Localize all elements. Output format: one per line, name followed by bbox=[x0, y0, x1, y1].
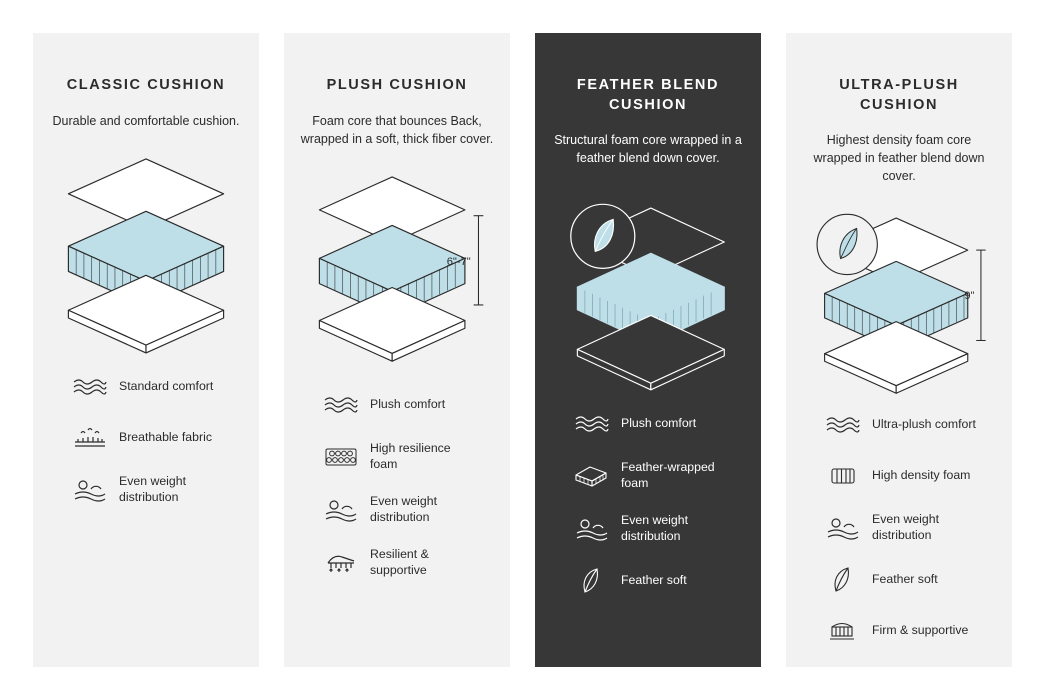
feather-icon bbox=[820, 565, 866, 595]
cushion-layers-illustration bbox=[551, 175, 745, 405]
feature-label: Feather soft bbox=[621, 573, 687, 588]
feature-label: Feather-wrapped foam bbox=[621, 460, 715, 491]
honeycomb-icon bbox=[318, 444, 364, 470]
card-title: PLUSH CUSHION bbox=[326, 77, 468, 93]
feature-item bbox=[318, 390, 476, 420]
feature-item bbox=[820, 565, 978, 595]
feature-label: Plush comfort bbox=[621, 416, 697, 431]
height-label: 6"-7" bbox=[446, 255, 471, 268]
card-title: FEATHER BLEND CUSHION bbox=[576, 77, 720, 113]
feature-item bbox=[820, 616, 978, 646]
feature-item bbox=[569, 566, 727, 596]
high-density-foam-icon bbox=[820, 463, 866, 489]
feature-label: Even weight distribution bbox=[872, 512, 939, 543]
even-weight-icon bbox=[67, 476, 113, 504]
leaf-badge-icon bbox=[571, 205, 635, 269]
feature-list bbox=[300, 390, 494, 600]
feature-label: High density foam bbox=[872, 468, 971, 483]
feature-item bbox=[820, 461, 978, 491]
cushion-layers-illustration bbox=[300, 156, 494, 386]
feature-label: Resilient & supportive bbox=[370, 546, 429, 577]
wave-lines-icon bbox=[820, 414, 866, 436]
feature-item bbox=[67, 474, 225, 506]
feature-label: Even weight distribution bbox=[119, 473, 186, 504]
card-classic-cushion[interactable] bbox=[33, 33, 259, 667]
feature-list bbox=[802, 410, 996, 667]
feather-icon bbox=[569, 566, 615, 596]
feature-item bbox=[318, 494, 476, 526]
wave-lines-icon bbox=[318, 394, 364, 416]
card-feather-blend-cushion[interactable] bbox=[535, 33, 761, 667]
cushion-layers-illustration bbox=[49, 138, 243, 368]
card-ultra-plush-cushion[interactable] bbox=[786, 33, 1012, 667]
leaf-badge-icon bbox=[817, 214, 877, 274]
even-weight-icon bbox=[820, 514, 866, 542]
feature-item bbox=[569, 460, 727, 492]
card-description: Highest density foam core wrapped in feather blend down cover. bbox=[813, 133, 985, 184]
wave-lines-icon bbox=[67, 376, 113, 398]
card-description: Structural foam core wrapped in a feather blend down cover. bbox=[554, 133, 742, 166]
feature-list bbox=[551, 409, 745, 617]
feature-item bbox=[318, 441, 476, 473]
card-description: Durable and comfortable cushion. bbox=[52, 113, 240, 128]
height-label: 9" bbox=[964, 289, 975, 302]
even-weight-icon bbox=[318, 496, 364, 524]
feature-label: Plush comfort bbox=[370, 396, 446, 411]
feature-list bbox=[49, 372, 243, 527]
feature-label: Firm & supportive bbox=[872, 623, 969, 637]
feather-wrapped-foam-icon bbox=[569, 462, 615, 490]
card-title: ULTRA-PLUSH CUSHION bbox=[839, 77, 959, 113]
cushion-layers-illustration bbox=[802, 194, 996, 407]
even-weight-icon bbox=[569, 515, 615, 543]
feature-item bbox=[569, 409, 727, 439]
card-title: CLASSIC CUSHION bbox=[66, 77, 226, 93]
feature-label: Even weight distribution bbox=[621, 513, 688, 544]
feature-label: Ultra-plush comfort bbox=[872, 417, 976, 432]
feature-item bbox=[67, 372, 225, 402]
feature-label: Feather soft bbox=[872, 572, 938, 586]
feature-label: Even weight distribution bbox=[370, 493, 437, 524]
feature-item bbox=[820, 410, 978, 440]
feature-item bbox=[569, 513, 727, 545]
feature-label: Standard comfort bbox=[119, 378, 214, 393]
card-plush-cushion[interactable] bbox=[284, 33, 510, 667]
feature-item bbox=[67, 423, 225, 453]
wave-lines-icon bbox=[569, 413, 615, 435]
card-description: Foam core that bounces Back, wrapped in a soft, thick fiber cover. bbox=[300, 113, 494, 146]
resilient-support-icon bbox=[318, 549, 364, 577]
feature-item bbox=[318, 547, 476, 579]
feature-label: Breathable fabric bbox=[119, 429, 212, 444]
feature-label: High resilience foam bbox=[370, 440, 451, 471]
breathable-fabric-icon bbox=[67, 425, 113, 451]
firm-support-icon bbox=[820, 617, 866, 645]
feature-item bbox=[820, 512, 978, 544]
